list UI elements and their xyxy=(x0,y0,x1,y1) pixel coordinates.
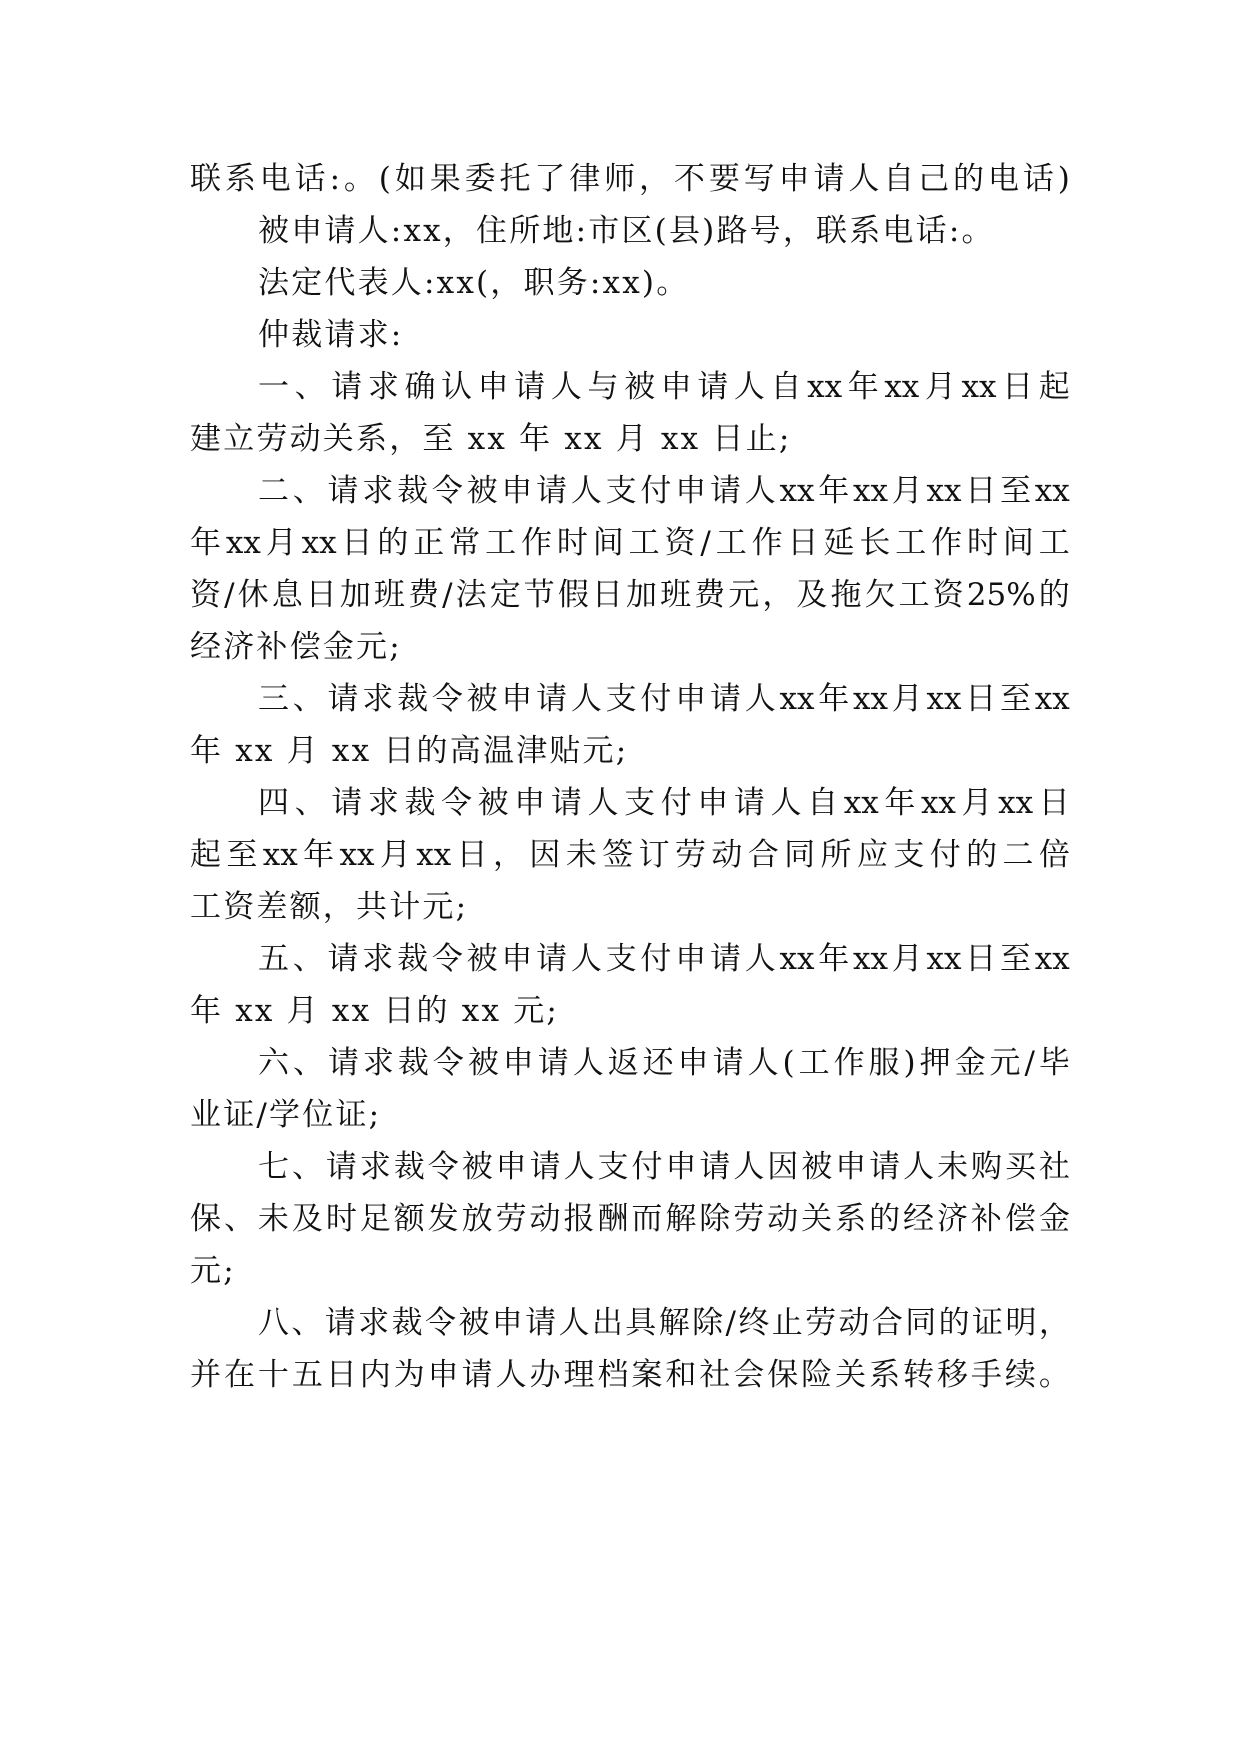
claim-2-line-4: 经济补偿金元; xyxy=(190,629,402,665)
claim-5-line-2: 年 xx 月 xx 日的 xx 元; xyxy=(190,993,560,1029)
claim-4-line-2: 起 至 xx 年 xx 月 xx 日 ， 因 未 签 订 劳 动 合 同 所 应 支 付 的 二 倍 xyxy=(190,837,1070,873)
claim-7-line-1: 七 、 请 求 裁 令 被 申 请 人 支 付 申 请 人 因 被 申 请 人 未 购 买 社 xyxy=(258,1149,1070,1185)
claim-1-line-1: 一 、 请 求 确 认 申 请 人 与 被 申 请 人 自 xx 年 xx 月 xx 日 起 xyxy=(258,369,1070,405)
claim-7-line-2: 保 、 未 及 时 足 额 发 放 劳 动 报 酬 而 解 除 劳 动 关 系 的 经 济 补 偿 金 xyxy=(190,1201,1070,1237)
claim-2-line-2: 年 xx 月 xx 日 的 正 常 工 作 时 间 工 资 / 工 作 日 延 长 工 作 时 间 工 xyxy=(190,525,1070,561)
claim-2-line-3: 资 / 休 息 日 加 班 费 / 法 定 节 假 日 加 班 费 元 ， 及 拖 欠 工 资 25% 的 xyxy=(190,577,1070,613)
claim-3-line-2: 年 xx 月 xx 日的高温津贴元; xyxy=(190,733,629,769)
claim-8-line-1: 八 、 请 求 裁 令 被 申 请 人 出 具 解 除 / 终 止 劳 动 合 同 的 证 明 ， xyxy=(258,1305,1070,1341)
paragraph-contact-phone-line-1: 联 系 电 话 : 。 ( 如 果 委 托 了 律 师 ， 不 要 写 申 请 人 自 己 的 电 话 ) xyxy=(190,161,1070,197)
claim-6-line-1: 六 、 请 求 裁 令 被 申 请 人 返 还 申 请 人 ( 工 作 服 ) 押 金 元 / 毕 xyxy=(258,1045,1070,1081)
claim-5-line-1: 五 、 请 求 裁 令 被 申 请 人 支 付 申 请 人 xx 年 xx 月 xx 日 至 xx xyxy=(258,941,1070,977)
claim-4-line-3: 工资差额，共计元; xyxy=(190,889,469,925)
arbitration-claims-heading: 仲裁请求: xyxy=(258,317,404,353)
claim-4-line-1: 四 、 请 求 裁 令 被 申 请 人 支 付 申 请 人 自 xx 年 xx 月 xx 日 xyxy=(258,785,1070,821)
claim-6-line-2: 业证/学位证; xyxy=(190,1097,382,1133)
claim-7-line-3: 元; xyxy=(190,1253,236,1289)
claim-1-line-2: 建立劳动关系，至 xx 年 xx 月 xx 日止; xyxy=(190,421,792,457)
claim-3-line-1: 三 、 请 求 裁 令 被 申 请 人 支 付 申 请 人 xx 年 xx 月 xx 日 至 xx xyxy=(258,681,1070,717)
claim-2-line-1: 二 、 请 求 裁 令 被 申 请 人 支 付 申 请 人 xx 年 xx 月 xx 日 至 xx xyxy=(258,473,1070,509)
claim-8-line-2: 并 在 十 五 日 内 为 申 请 人 办 理 档 案 和 社 会 保 险 关 系 转 移 手 续 。 xyxy=(190,1357,1070,1393)
paragraph-respondent-line-1: 被申请人:xx，住所地:市区(县)路号，联系电话:。 xyxy=(258,213,995,249)
paragraph-legal-representative-line-1: 法定代表人:xx(，职务:xx)。 xyxy=(258,265,690,301)
